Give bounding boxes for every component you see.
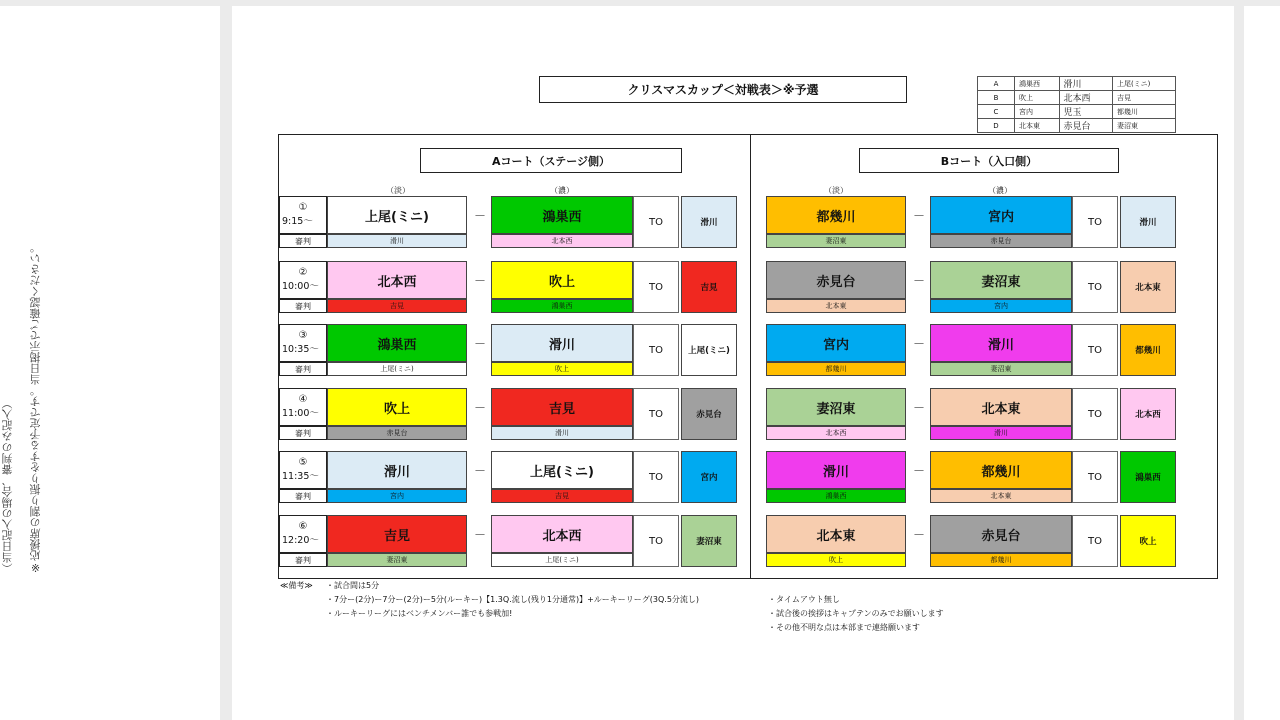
court-a-light-header: （淡） bbox=[386, 186, 410, 195]
versus-dash: － bbox=[473, 336, 486, 351]
away-referee: 滑川 bbox=[930, 426, 1072, 440]
to-team: 吹上 bbox=[1120, 515, 1176, 567]
legend-row bbox=[978, 77, 1176, 91]
away-referee: 妻沼東 bbox=[930, 362, 1072, 376]
right-page bbox=[1244, 6, 1280, 720]
versus-dash: － bbox=[912, 208, 925, 223]
notes-left-1: ・試合間は5分 bbox=[326, 581, 380, 590]
away-team: 上尾(ミニ) bbox=[491, 451, 633, 489]
home-team: 吉見 bbox=[327, 515, 467, 553]
versus-dash: － bbox=[912, 400, 925, 415]
away-referee: 北本西 bbox=[491, 234, 633, 248]
referee-label: 審判 bbox=[279, 299, 327, 313]
to-label: TO bbox=[633, 261, 679, 313]
match-number: ⑥ bbox=[298, 520, 308, 532]
to-label: TO bbox=[1072, 261, 1118, 313]
notes-heading: ≪備考≫ bbox=[280, 581, 313, 590]
match-time: 10:00～ bbox=[282, 281, 319, 293]
match-row bbox=[766, 324, 1174, 376]
to-label: TO bbox=[1072, 196, 1118, 248]
referee-label: 審判 bbox=[279, 426, 327, 440]
to-team: 滑川 bbox=[1120, 196, 1176, 248]
away-referee: 吉見 bbox=[491, 489, 633, 503]
home-referee: 妻沼東 bbox=[327, 553, 467, 567]
legend-team: 北本西 bbox=[1059, 91, 1112, 105]
legend-row bbox=[978, 105, 1176, 119]
versus-dash: － bbox=[912, 463, 925, 478]
match-number: ② bbox=[298, 266, 308, 278]
to-team: 宮内 bbox=[681, 451, 737, 503]
versus-dash: － bbox=[912, 273, 925, 288]
home-referee: 滑川 bbox=[327, 234, 467, 248]
away-referee: 赤見台 bbox=[930, 234, 1072, 248]
referee-label: 審判 bbox=[279, 489, 327, 503]
home-team: 吹上 bbox=[327, 388, 467, 426]
home-team: 宮内 bbox=[766, 324, 906, 362]
to-label: TO bbox=[1072, 515, 1118, 567]
home-referee: 鴻巣西 bbox=[766, 489, 906, 503]
away-team: 滑川 bbox=[491, 324, 633, 362]
schedule-page bbox=[232, 6, 1234, 720]
to-team: 吉見 bbox=[681, 261, 737, 313]
match-number-cell bbox=[279, 196, 327, 234]
notes-left-3: ・ルーキーリーグにはベンチメンバー誰でも参戦加! bbox=[326, 609, 513, 618]
match-row bbox=[766, 196, 1174, 248]
home-referee: 都幾川 bbox=[766, 362, 906, 376]
court-a-dark-header: （濃） bbox=[550, 186, 574, 195]
legend-row bbox=[978, 91, 1176, 105]
match-number: ⑤ bbox=[298, 456, 308, 468]
match-number: ④ bbox=[298, 393, 308, 405]
to-label: TO bbox=[633, 196, 679, 248]
legend-team: 鴻巣西 bbox=[1015, 77, 1060, 91]
home-referee: 妻沼東 bbox=[766, 234, 906, 248]
to-team: 都幾川 bbox=[1120, 324, 1176, 376]
legend-team: 北本東 bbox=[1015, 119, 1060, 133]
to-team: 妻沼東 bbox=[681, 515, 737, 567]
home-team: 北本西 bbox=[327, 261, 467, 299]
home-team: 北本東 bbox=[766, 515, 906, 553]
to-label: TO bbox=[633, 515, 679, 567]
home-team: 鴻巣西 bbox=[327, 324, 467, 362]
away-team: 滑川 bbox=[930, 324, 1072, 362]
match-row bbox=[766, 261, 1174, 313]
match-time: 11:00～ bbox=[282, 408, 319, 420]
away-team: 都幾川 bbox=[930, 451, 1072, 489]
legend-team: 吹上 bbox=[1015, 91, 1060, 105]
match-row bbox=[279, 388, 737, 440]
notes-right-1: ・タイムアウト無し bbox=[768, 595, 840, 604]
legend-team: 滑川 bbox=[1059, 77, 1112, 91]
referee-label: 審判 bbox=[279, 234, 327, 248]
away-team: 吉見 bbox=[491, 388, 633, 426]
away-team: 吹上 bbox=[491, 261, 633, 299]
home-team: 都幾川 bbox=[766, 196, 906, 234]
court-divider bbox=[750, 134, 751, 579]
side-note-1: （当日記入の場合、審判のみ記入） bbox=[1, 398, 14, 574]
versus-dash: － bbox=[473, 463, 486, 478]
match-time: 9:15～ bbox=[282, 216, 313, 228]
group-legend bbox=[977, 76, 1176, 133]
home-referee: 上尾(ミニ) bbox=[327, 362, 467, 376]
court-a-title: Aコート（ステージ側） bbox=[420, 148, 682, 173]
to-team: 滑川 bbox=[681, 196, 737, 248]
to-team: 北本東 bbox=[1120, 261, 1176, 313]
side-note-2: ※応援席の割り振りをする予定です。当日掲示でご確認ください。 bbox=[29, 242, 42, 574]
away-team: 北本西 bbox=[491, 515, 633, 553]
match-row bbox=[279, 451, 737, 503]
home-referee: 北本西 bbox=[766, 426, 906, 440]
legend-team: 都幾川 bbox=[1112, 105, 1175, 119]
to-team: 北本西 bbox=[1120, 388, 1176, 440]
away-referee: 滑川 bbox=[491, 426, 633, 440]
versus-dash: － bbox=[473, 527, 486, 542]
match-number-cell bbox=[279, 388, 327, 426]
match-time: 10:35～ bbox=[282, 344, 319, 356]
away-referee: 鴻巣西 bbox=[491, 299, 633, 313]
match-row bbox=[279, 515, 737, 567]
match-number: ③ bbox=[298, 329, 308, 341]
match-row bbox=[766, 388, 1174, 440]
legend-team: 上尾(ミニ) bbox=[1112, 77, 1175, 91]
referee-label: 審判 bbox=[279, 553, 327, 567]
versus-dash: － bbox=[473, 400, 486, 415]
notes-right-3: ・その他不明な点は本部まで連絡願います bbox=[768, 623, 920, 632]
away-referee: 北本東 bbox=[930, 489, 1072, 503]
home-referee: 北本東 bbox=[766, 299, 906, 313]
away-referee: 都幾川 bbox=[930, 553, 1072, 567]
home-referee: 赤見台 bbox=[327, 426, 467, 440]
to-label: TO bbox=[1072, 451, 1118, 503]
match-number: ① bbox=[298, 201, 308, 213]
home-referee: 吉見 bbox=[327, 299, 467, 313]
notes-left-2: ・7分ー(2分)ー7分ー(2分)ー5分(ルーキー)【1.3Q.流し(残り1分通常)】+ルーキーリーグ(3Q.5分流し) bbox=[326, 595, 700, 604]
match-time: 12:20～ bbox=[282, 535, 319, 547]
court-b-light-header: （淡） bbox=[824, 186, 848, 195]
away-team: 妻沼東 bbox=[930, 261, 1072, 299]
away-team: 鴻巣西 bbox=[491, 196, 633, 234]
away-referee: 宮内 bbox=[930, 299, 1072, 313]
away-team: 宮内 bbox=[930, 196, 1072, 234]
versus-dash: － bbox=[473, 273, 486, 288]
to-team: 上尾(ミニ) bbox=[681, 324, 737, 376]
home-referee: 吹上 bbox=[766, 553, 906, 567]
court-b-dark-header: （濃） bbox=[988, 186, 1012, 195]
to-team: 赤見台 bbox=[681, 388, 737, 440]
match-number-cell bbox=[279, 324, 327, 362]
match-number-cell bbox=[279, 451, 327, 489]
away-team: 北本東 bbox=[930, 388, 1072, 426]
away-referee: 吹上 bbox=[491, 362, 633, 376]
home-team: 滑川 bbox=[766, 451, 906, 489]
notes-right-2: ・試合後の挨拶はキャプテンのみでお願いします bbox=[768, 609, 944, 618]
to-label: TO bbox=[1072, 388, 1118, 440]
page-title: クリスマスカップ＜対戦表＞※予選 bbox=[539, 76, 907, 103]
match-row bbox=[279, 324, 737, 376]
match-number-cell bbox=[279, 515, 327, 553]
versus-dash: － bbox=[473, 208, 486, 223]
left-page bbox=[0, 6, 220, 720]
legend-letter: B bbox=[978, 91, 1015, 105]
away-referee: 上尾(ミニ) bbox=[491, 553, 633, 567]
home-team: 赤見台 bbox=[766, 261, 906, 299]
match-number-cell bbox=[279, 261, 327, 299]
legend-letter: C bbox=[978, 105, 1015, 119]
versus-dash: － bbox=[912, 336, 925, 351]
legend-letter: D bbox=[978, 119, 1015, 133]
away-team: 赤見台 bbox=[930, 515, 1072, 553]
home-team: 妻沼東 bbox=[766, 388, 906, 426]
referee-label: 審判 bbox=[279, 362, 327, 376]
legend-team: 赤見台 bbox=[1059, 119, 1112, 133]
home-team: 上尾(ミニ) bbox=[327, 196, 467, 234]
versus-dash: － bbox=[912, 527, 925, 542]
legend-team: 児玉 bbox=[1059, 105, 1112, 119]
court-b-title: Bコート（入口側） bbox=[859, 148, 1119, 173]
legend-row bbox=[978, 119, 1176, 133]
match-row bbox=[279, 196, 737, 248]
to-label: TO bbox=[633, 451, 679, 503]
match-row bbox=[766, 515, 1174, 567]
legend-team: 宮内 bbox=[1015, 105, 1060, 119]
legend-letter: A bbox=[978, 77, 1015, 91]
match-row bbox=[766, 451, 1174, 503]
to-label: TO bbox=[1072, 324, 1118, 376]
legend-team: 妻沼東 bbox=[1112, 119, 1175, 133]
home-referee: 宮内 bbox=[327, 489, 467, 503]
to-label: TO bbox=[633, 324, 679, 376]
home-team: 滑川 bbox=[327, 451, 467, 489]
match-row bbox=[279, 261, 737, 313]
to-team: 鴻巣西 bbox=[1120, 451, 1176, 503]
match-time: 11:35～ bbox=[282, 471, 319, 483]
to-label: TO bbox=[633, 388, 679, 440]
legend-team: 吉見 bbox=[1112, 91, 1175, 105]
